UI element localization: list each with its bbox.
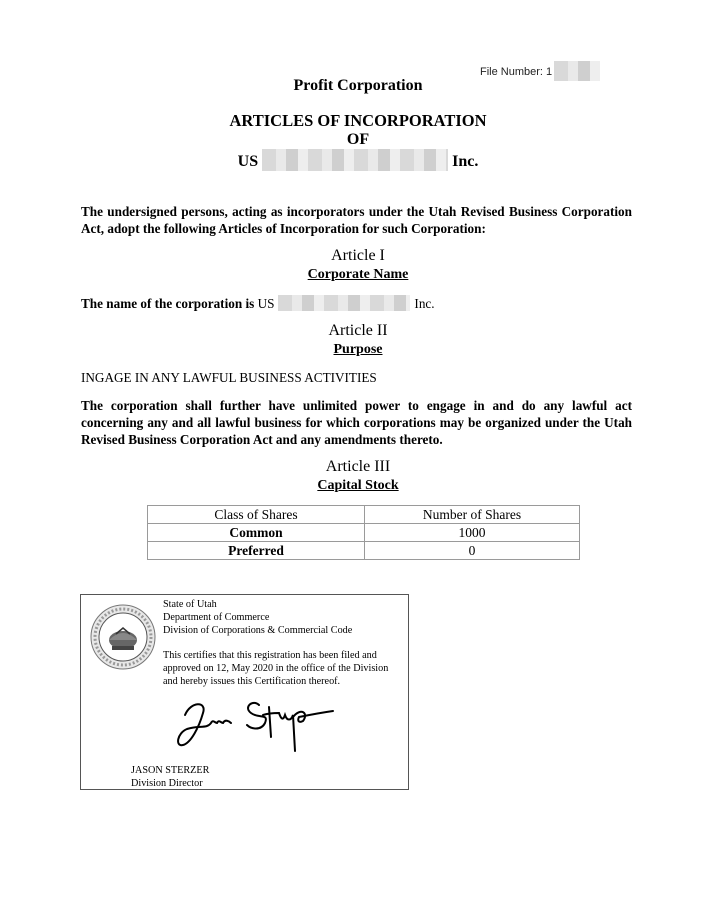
company-name-title	[0, 149, 716, 171]
state-seal-icon	[90, 604, 156, 670]
article-1-heading: Article I	[331, 247, 385, 264]
table-row	[148, 542, 580, 560]
certification-statement	[163, 649, 388, 688]
issuer-block	[163, 598, 352, 637]
article-2-heading: Article II	[328, 322, 388, 339]
name-suffix: Inc.	[414, 296, 435, 311]
document-heading: ARTICLES OF INCORPORATION	[229, 111, 487, 130]
document-of: OF	[346, 131, 370, 148]
file-number-label: File Number: 1	[480, 66, 553, 78]
signer-block	[131, 764, 209, 790]
table-header-class: Class of Shares	[148, 506, 365, 524]
shares-table	[147, 505, 580, 560]
table-cell-number: 1000	[365, 524, 580, 542]
certification-box	[80, 594, 409, 790]
company-prefix: US	[237, 153, 259, 170]
company-suffix: Inc.	[452, 153, 479, 170]
intro-paragraph: The undersigned persons, acting as incorporators under the Utah Revised Business Corporation Act, adopt the following Articles of Incorporation for such Corporation:	[81, 204, 632, 236]
document-type: Profit Corporation	[293, 77, 423, 94]
signer-title: Division Director	[131, 778, 203, 789]
article-3-subheading: Capital Stock	[317, 478, 399, 493]
article-2-subheading: Purpose	[333, 342, 383, 357]
corporation-name-line	[81, 295, 435, 312]
table-row	[148, 524, 580, 542]
certification-line-1: This certifies that this registration has been filed and	[163, 650, 377, 661]
certification-line-2: approved on 12, May 2020 in the office of the Division	[163, 663, 389, 674]
certification-line-3: and hereby issues this Certification thereof.	[163, 676, 341, 687]
issuer-division: Division of Corporations & Commercial Code	[163, 625, 353, 636]
purpose-statement: INGAGE IN ANY LAWFUL BUSINESS ACTIVITIES	[81, 370, 377, 385]
table-header-row	[148, 506, 580, 524]
table-header-number: Number of Shares	[365, 506, 580, 524]
issuer-department: Department of Commerce	[163, 612, 270, 623]
table-cell-class: Common	[148, 524, 365, 542]
redacted-corporation-name	[278, 295, 410, 311]
signer-name: JASON STERZER	[131, 765, 210, 776]
table-cell-class: Preferred	[148, 542, 365, 560]
issuer-state: State of Utah	[163, 599, 217, 610]
redacted-company-name	[262, 149, 448, 171]
name-label: The name of the corporation is	[81, 296, 255, 311]
article-3-heading: Article III	[325, 458, 391, 475]
article-1-subheading: Corporate Name	[307, 267, 409, 282]
name-prefix: US	[257, 296, 275, 311]
purpose-paragraph: The corporation shall further have unlimited power to engage in and do any lawful act concerning any and all lawful business for which corporations may be organized under the Utah Revised Business Corporation Act and any amendments thereto.	[81, 398, 632, 447]
table-cell-number: 0	[365, 542, 580, 560]
signature-icon	[173, 693, 343, 757]
